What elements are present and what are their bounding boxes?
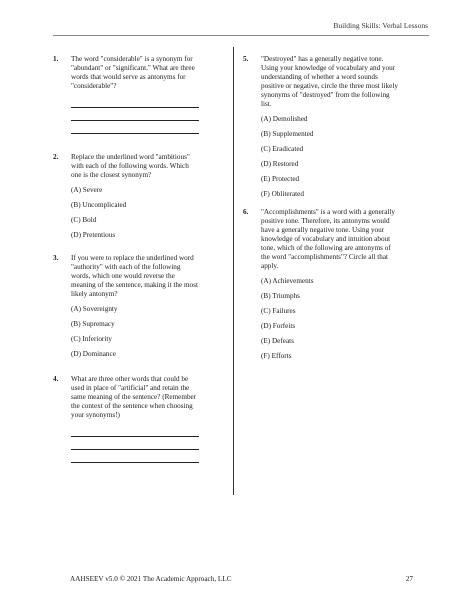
option-d[interactable]: (D) Pretentious — [71, 231, 116, 239]
column-divider — [233, 47, 234, 495]
question-number: 2. — [53, 153, 59, 161]
answer-line-1[interactable] — [71, 95, 199, 108]
option-b[interactable]: (B) Supplemented — [261, 130, 314, 138]
option-c[interactable]: (C) Inferiority — [71, 335, 112, 343]
question-number: 1. — [53, 55, 59, 63]
question-text: Replace the underlined word "ambitious" with each of the following words. Which one is the closest synonym? — [71, 153, 190, 179]
answer-options — [261, 115, 399, 205]
option-a[interactable]: (A) Achievements — [261, 277, 314, 285]
option-c[interactable]: (C) Bold — [71, 216, 97, 224]
question-number: 6. — [243, 208, 249, 216]
option-a[interactable]: (A) Demolished — [261, 115, 308, 123]
answer-options — [71, 186, 199, 246]
question-text: "Destroyed" has a generally negative tone. Using your knowledge of vocabulary and your understanding of whether a word sounds positive or negative, circle the three most likely synonyms of "destroyed" from the following list. — [261, 55, 398, 108]
answer-line-3[interactable] — [71, 450, 199, 463]
answer-line-2[interactable] — [71, 437, 199, 450]
answer-options — [261, 277, 399, 367]
question-1 — [53, 55, 199, 134]
answer-line-1[interactable] — [71, 424, 199, 437]
question-4 — [53, 375, 199, 463]
answer-options — [71, 305, 199, 365]
question-2 — [53, 153, 199, 246]
option-c[interactable]: (C) Eradicated — [261, 145, 304, 153]
question-6 — [243, 208, 399, 367]
option-e[interactable]: (E) Protected — [261, 175, 300, 183]
copyright-footer: AAHSEEV v5.0 © 2021 The Academic Approach, LLC — [70, 575, 232, 583]
option-b[interactable]: (B) Triumphs — [261, 292, 300, 300]
answer-line-3[interactable] — [71, 121, 199, 134]
question-3 — [53, 254, 199, 365]
question-number: 5. — [243, 55, 249, 63]
header-divider — [53, 35, 429, 36]
option-b[interactable]: (B) Uncomplicated — [71, 201, 127, 209]
option-d[interactable]: (D) Forfeits — [261, 322, 296, 330]
question-number: 3. — [53, 254, 59, 262]
option-b[interactable]: (B) Supremacy — [71, 320, 115, 328]
option-e[interactable]: (E) Defeats — [261, 337, 294, 345]
question-text: The word "considerable" is a synonym for "abundant" or "significant." What are three words that would serve as antonyms for "considerable"? — [71, 55, 195, 90]
page-number: 27 — [405, 575, 413, 583]
question-text: "Accomplishments" is a word with a generally positive tone. Therefore, its antonyms would have a generally negative tone. Using your knowledge of vocabulary and intuition about tone, which of the following are antonyms of the word "accomplishments"? Circle all that apply. — [261, 208, 396, 270]
option-c[interactable]: (C) Failures — [261, 307, 296, 315]
option-d[interactable]: (D) Dominance — [71, 350, 116, 358]
option-f[interactable]: (F) Obliterated — [261, 190, 304, 198]
question-5 — [243, 55, 399, 205]
answer-line-2[interactable] — [71, 108, 199, 121]
question-text: If you were to replace the underlined word "authority" with each of the following words, which one would reverse the meaning of the sentence, making it the most likely antonym? — [71, 254, 198, 298]
option-f[interactable]: (F) Efforts — [261, 352, 292, 360]
question-number: 4. — [53, 375, 59, 383]
running-header: Building Skills: Verbal Lessons — [333, 21, 428, 30]
option-a[interactable]: (A) Severe — [71, 186, 103, 194]
option-d[interactable]: (D) Restored — [261, 160, 299, 168]
option-a[interactable]: (A) Sovereignty — [71, 305, 118, 313]
question-text: What are three other words that could be used in place of "artificial" and retain the same meaning of the sentence? (Remember the context of the sentence when choosing your synonyms!) — [71, 375, 197, 419]
